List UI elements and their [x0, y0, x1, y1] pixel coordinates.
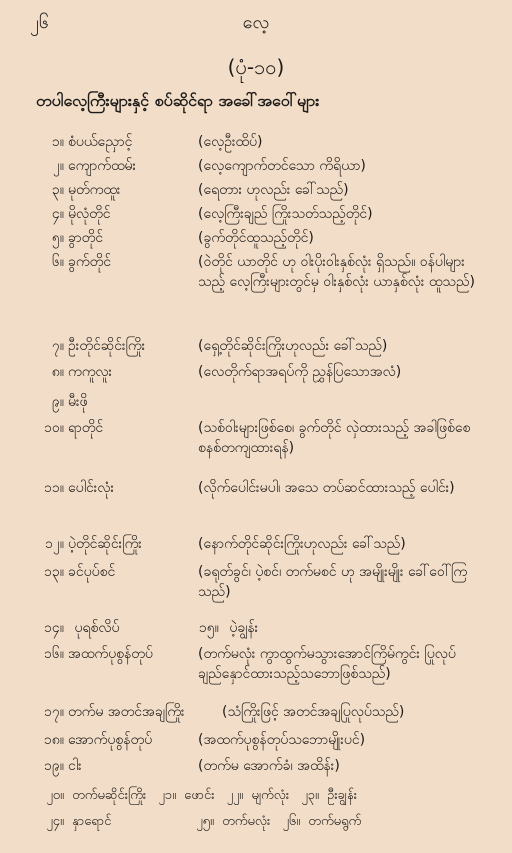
- item-term: ခွက်တိုင်: [68, 254, 111, 270]
- item-number: ၂၁။: [158, 788, 177, 803]
- item-term: ပေါင်းလုံး: [68, 480, 115, 496]
- item-term: အထက်ပုစွန်တုပ်: [68, 646, 153, 662]
- item-description: (ခွက်တိုင်ထူသည့်တိုင်): [198, 230, 314, 246]
- item-term: ပဲ့တိုင်ဆိုင်းကြိုး: [68, 536, 142, 552]
- item-number: ၁၆။: [44, 646, 64, 662]
- item-term: ဖောင်း: [184, 788, 215, 803]
- item-term: တက်မဆိုင်းကြိုး: [72, 788, 147, 803]
- item-number: ၇။: [51, 338, 64, 354]
- item-term: ခွာတိုင်: [68, 230, 104, 246]
- item-description: (လေ့ဦးထိပ်): [198, 134, 263, 150]
- item-number: ၆။: [51, 254, 64, 270]
- item-term: တက်မ အတင်အချကြိုး: [68, 704, 185, 720]
- item-number: ၂၅။: [196, 814, 214, 829]
- page-number: ၂၆: [30, 12, 49, 33]
- item-term: ခင်ပုပ်စင်: [68, 564, 116, 580]
- item-description: (ရေတား ဟုလည်း ခေါ်သည်): [198, 182, 349, 198]
- item-description: (နောက်တိုင်ဆိုင်းကြိုးဟုလည်း ခေါ်သည်): [198, 536, 406, 552]
- item-description: (တက်မ အောက်ခံ၊ အထိန်း): [198, 758, 340, 774]
- item-term: မီးဖို: [68, 394, 88, 410]
- item-number: ၃။: [51, 182, 64, 198]
- inline-list-row: [28, 812, 512, 832]
- item-term: တက်မရွက်: [308, 814, 362, 829]
- item-description: (တက်မလုံး ကွာထွက်မသွားအောင်ကြိမ်ကွင်း ပြုလုပ်ချည်နှောင်ထားသည့်သဘောဖြစ်သည်): [198, 646, 456, 682]
- item-description: (ရှေ့တိုင်ဆိုင်းကြိုးဟုလည်း ခေါ်သည်): [198, 338, 388, 354]
- item-number: ၁၄။: [44, 620, 64, 636]
- item-number: ၁၈။: [43, 732, 64, 748]
- item-description: (လေတိုက်ရာအရပ်ကို ညွှန်ပြသောအလံ): [198, 364, 402, 380]
- item-number: ၁၉။: [44, 758, 64, 774]
- item-description: (အထက်ပုစွန်တုပ်သဘောမျိုးပင်): [198, 732, 366, 748]
- item-number: ၂။: [52, 158, 64, 174]
- item-term: ဦးချွန်း: [327, 788, 358, 803]
- item-term: ကျောက်ထမ်း: [68, 158, 137, 174]
- item-term: အောက်ပုစွန်တုပ်: [68, 732, 153, 748]
- item-term: ပုရစ်လိပ်: [74, 620, 120, 636]
- inline-list-row: [28, 786, 512, 806]
- page-header: [0, 6, 512, 40]
- item-description: (လိုက်ပေါင်းမပါ၊ အသေ တပ်ဆင်ထားသည့် ပေါင်း): [198, 480, 455, 496]
- item-term: မျက်လုံး: [251, 788, 290, 803]
- item-term: ငါး: [68, 758, 82, 774]
- item-number: ၁၃။: [44, 564, 64, 580]
- item-term: တက်မလုံး: [222, 814, 271, 829]
- item-description: (လေ့ကြီးချည် ကြိုးသတ်သည့်တိုင်): [198, 206, 373, 222]
- item-number: ၂၀။: [46, 788, 64, 803]
- section-heading: တပါလေ့ကြီးများနှင့် စပ်ဆိုင်ရာ အခေါ်အဝေါ်များ: [36, 91, 320, 110]
- item-number: ၂၂။: [226, 788, 244, 803]
- item-number: ၅။: [51, 230, 64, 246]
- item-number: ၁၅။: [198, 620, 219, 636]
- item-term: ရာတိုင်: [68, 420, 104, 436]
- item-term: မိုလုံတိုင်: [68, 206, 111, 222]
- item-number: ၁၂။: [45, 536, 64, 552]
- item-term: ကကူလူး: [68, 364, 113, 380]
- item-number: ၂၄။: [46, 814, 64, 829]
- item-description: (သစ်ဝါးများဖြစ်စေ၊ ခွက်တိုင် လှဲထားသည့် အခါဖြစ်စေ စနစ်တကျထားရန်): [198, 420, 471, 456]
- running-title: လေ့: [242, 12, 270, 33]
- inline-list-row: [28, 618, 512, 638]
- item-term: စံပယ်ညှောင့်: [68, 134, 133, 150]
- item-number: ၁၀။: [44, 420, 64, 436]
- item-number: ၁။: [51, 134, 64, 150]
- item-description: (သံကြိုးဖြင့် အတင်အချပြုလုပ်သည်): [222, 704, 405, 720]
- item-description: (ခရုတ်ခွင်၊ ပဲ့စင်၊ တက်မစင် ဟု အမျိုးမျိုး ခေါ်ဝေါ်ကြသည်): [198, 564, 468, 600]
- item-term: မုတ်ကထူး: [68, 182, 121, 198]
- item-term: နှာရောင်: [72, 814, 112, 829]
- item-description: (ဝဲတိုင် ယာတိုင် ဟု ဝါးပိုးဝါးနှစ်လုံး ရှိသည်။ ဝန်ပါများသည့် လေ့ကြီးများတွင်မှ ဝါးနှစ်လုံး ယာနှစ်လုံး ထူသည်): [198, 254, 475, 290]
- item-description: (လေ့ကျောက်တင်သော ကိရိယာ): [198, 158, 366, 174]
- item-number: ၁၁။: [44, 480, 64, 496]
- figure-title: (ပုံ-၁၀): [227, 55, 285, 79]
- item-number: ၂၃။: [301, 788, 319, 803]
- item-term: ဦးတိုင်ဆိုင်းကြိုး: [68, 338, 146, 354]
- item-number: ၉။: [51, 394, 64, 410]
- item-number: ၈။: [51, 364, 64, 380]
- item-number: ၂၆။: [282, 814, 301, 829]
- item-term: ပဲ့ချွန်း: [229, 620, 259, 636]
- item-number: ၁၇။: [44, 704, 64, 720]
- item-number: ၄။: [51, 206, 64, 222]
